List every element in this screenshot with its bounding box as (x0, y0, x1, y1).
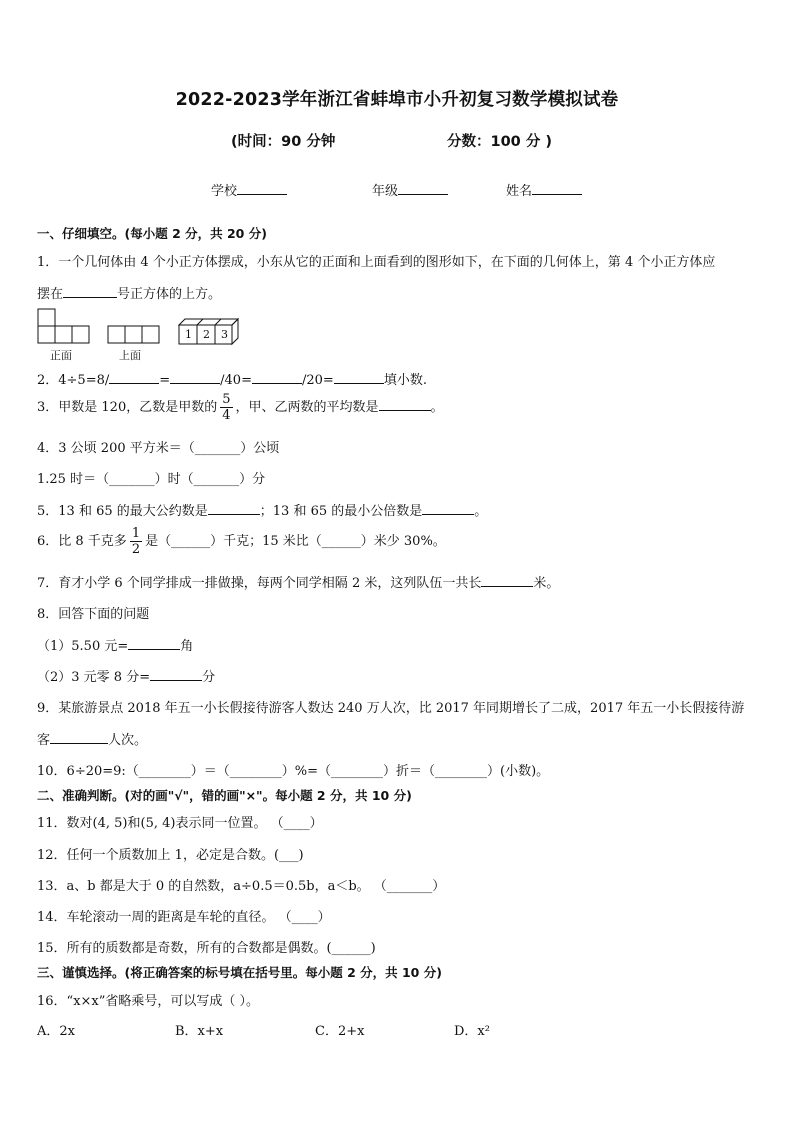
grade-label: 年级 (372, 184, 399, 199)
question-4-line-1: 4．3 公顷 200 平方米＝（_______）公顷 (37, 441, 280, 456)
section-1-heading: 一、仔细填空。(每小题 2 分，共 20 分) (37, 226, 267, 241)
name-label: 姓名 (506, 184, 533, 199)
option-a[interactable]: A．2x (37, 1024, 75, 1039)
q3-numerator: 5 (222, 392, 231, 407)
q2-blank-3[interactable] (252, 369, 302, 384)
q3-blank[interactable] (379, 396, 431, 411)
q2-text-2: = (159, 373, 171, 388)
q6-text-pre: 6．比 8 千克多 (37, 534, 127, 549)
question-6 (37, 526, 446, 557)
question-3 (37, 392, 444, 423)
q2-blank-1[interactable] (109, 369, 159, 384)
question-14: 14．车轮滚动一周的距离是车轮的直径。 （____） (37, 910, 331, 925)
question-8-part-2 (37, 666, 215, 685)
question-11: 11．数对(4, 5)和(5, 4)表示同一位置。 （____） (37, 816, 323, 831)
q3-denominator: 4 (222, 408, 231, 423)
q5-text-mid: ；13 和 65 的最小公倍数是 (259, 504, 423, 519)
question-12: 12．任何一个质数加上 1，必定是合数。(___) (37, 848, 304, 863)
question-5 (37, 500, 487, 519)
exam-time: (时间：90 分钟 (231, 134, 336, 150)
option-c[interactable]: C．2+x (315, 1024, 365, 1039)
top-view-figure (107, 308, 161, 344)
question-8: 8．回答下面的问题 (37, 607, 150, 622)
q6-denominator: 2 (131, 542, 141, 557)
question-13: 13．a、b 都是大于 0 的自然数，a÷0.5＝0.5b，a＜b。 （_______） (37, 879, 446, 894)
top-view-label: 上面 (119, 349, 141, 362)
option-d[interactable]: D．x² (454, 1024, 490, 1039)
q2-blank-4[interactable] (334, 369, 384, 384)
question-16: 16．“x×x”省略乘号，可以写成（ ）。 (37, 994, 260, 1009)
exam-score: 分数：100 分 ) (447, 134, 552, 150)
name-blank[interactable] (532, 180, 582, 195)
q2-blank-2[interactable] (170, 369, 220, 384)
q9-blank[interactable] (50, 729, 108, 744)
front-view-label: 正面 (50, 349, 72, 362)
question-2 (37, 369, 427, 388)
q1-text-post: 号正方体的上方。 (117, 287, 222, 302)
q7-blank[interactable] (481, 572, 533, 587)
cube-label-3: 3 (221, 328, 228, 341)
grade-blank[interactable] (398, 180, 448, 195)
school-label: 学校 (211, 184, 238, 199)
q9-text-pre: 客 (37, 733, 51, 748)
q3-text-post: ，甲、乙两数的平均数是 (235, 400, 379, 415)
question-10: 10．6÷20=9:（________）＝（________）%=（________）折＝（________）(小数)。 (37, 764, 550, 779)
question-1-line-1: 1．一个几何体由 4 个小正方体摆成，小东从它的正面和上面看到的图形如下，在下面的几何体上，第 4 个小正方体应 (37, 255, 716, 270)
q7-text-pre: 7．育才小学 6 个同学排成一排做操，每两个同学相隔 2 米，这列队伍一共长 (37, 576, 482, 591)
q6-numerator: 1 (131, 526, 141, 541)
q8a-text-end: 角 (180, 639, 194, 654)
question-8-part-1 (37, 635, 193, 654)
q2-text-5: 填小数. (383, 373, 427, 388)
q1-text-pre: 摆在 (37, 287, 64, 302)
q8a-text-pre: （1）5.50 元= (37, 639, 129, 654)
q3-fraction (220, 392, 232, 423)
grade-field[interactable] (372, 180, 448, 199)
option-b[interactable]: B．x+x (175, 1024, 224, 1039)
page-title: 2022-2023学年浙江省蚌埠市小升初复习数学模拟试卷 (175, 90, 619, 110)
q8b-text-pre: （2）3 元零 8 分= (37, 670, 151, 685)
q8b-text-end: 分 (202, 670, 216, 685)
section-3-heading: 三、谨慎选择。(将正确答案的标号填在括号里。每小题 2 分，共 10 分) (37, 965, 442, 980)
section-2-heading: 二、准确判断。(对的画"√"，错的画"×"。每小题 2 分，共 10 分) (37, 788, 412, 803)
q2-text-3: /40= (220, 373, 252, 388)
name-field[interactable] (506, 180, 582, 199)
q2-text-1: 2．4÷5=8/ (37, 373, 110, 388)
question-4-line-2: 1.25 时＝（_______）时（_______）分 (37, 472, 266, 487)
q3-text-pre: 3．甲数是 120，乙数是甲数的 (37, 400, 218, 415)
question-9-line-1: 9．某旅游景点 2018 年五一小长假接待游客人数达 240 万人次，比 2017 年同期增长了二成，2017 年五一小长假接待游 (37, 701, 745, 716)
q6-text-post: 是（______）千克；15 米比（______）米少 30%。 (145, 534, 446, 549)
q8a-blank[interactable] (128, 635, 180, 650)
cube-label-2: 2 (203, 328, 210, 341)
school-blank[interactable] (237, 180, 287, 195)
question-9-line-2 (37, 729, 147, 748)
q2-text-4: /20= (301, 373, 334, 388)
q5-blank-1[interactable] (208, 500, 260, 515)
question-1-line-2 (37, 283, 221, 302)
q5-text-pre: 5．13 和 65 的最大公约数是 (37, 504, 208, 519)
q3-text-end: 。 (430, 400, 444, 415)
q7-text-end: 米。 (533, 576, 560, 591)
q6-fraction (130, 526, 142, 557)
school-field[interactable] (211, 180, 287, 199)
q1-answer-blank[interactable] (63, 283, 117, 298)
front-view-figure (37, 308, 91, 344)
q5-text-end: 。 (474, 504, 488, 519)
q5-blank-2[interactable] (422, 500, 474, 515)
question-15: 15．所有的质数都是奇数，所有的合数都是偶数。(______) (37, 941, 376, 956)
q8b-blank[interactable] (150, 666, 202, 681)
question-7 (37, 572, 559, 591)
q9-text-end: 人次。 (108, 733, 148, 748)
cube-label-1: 1 (185, 328, 192, 341)
